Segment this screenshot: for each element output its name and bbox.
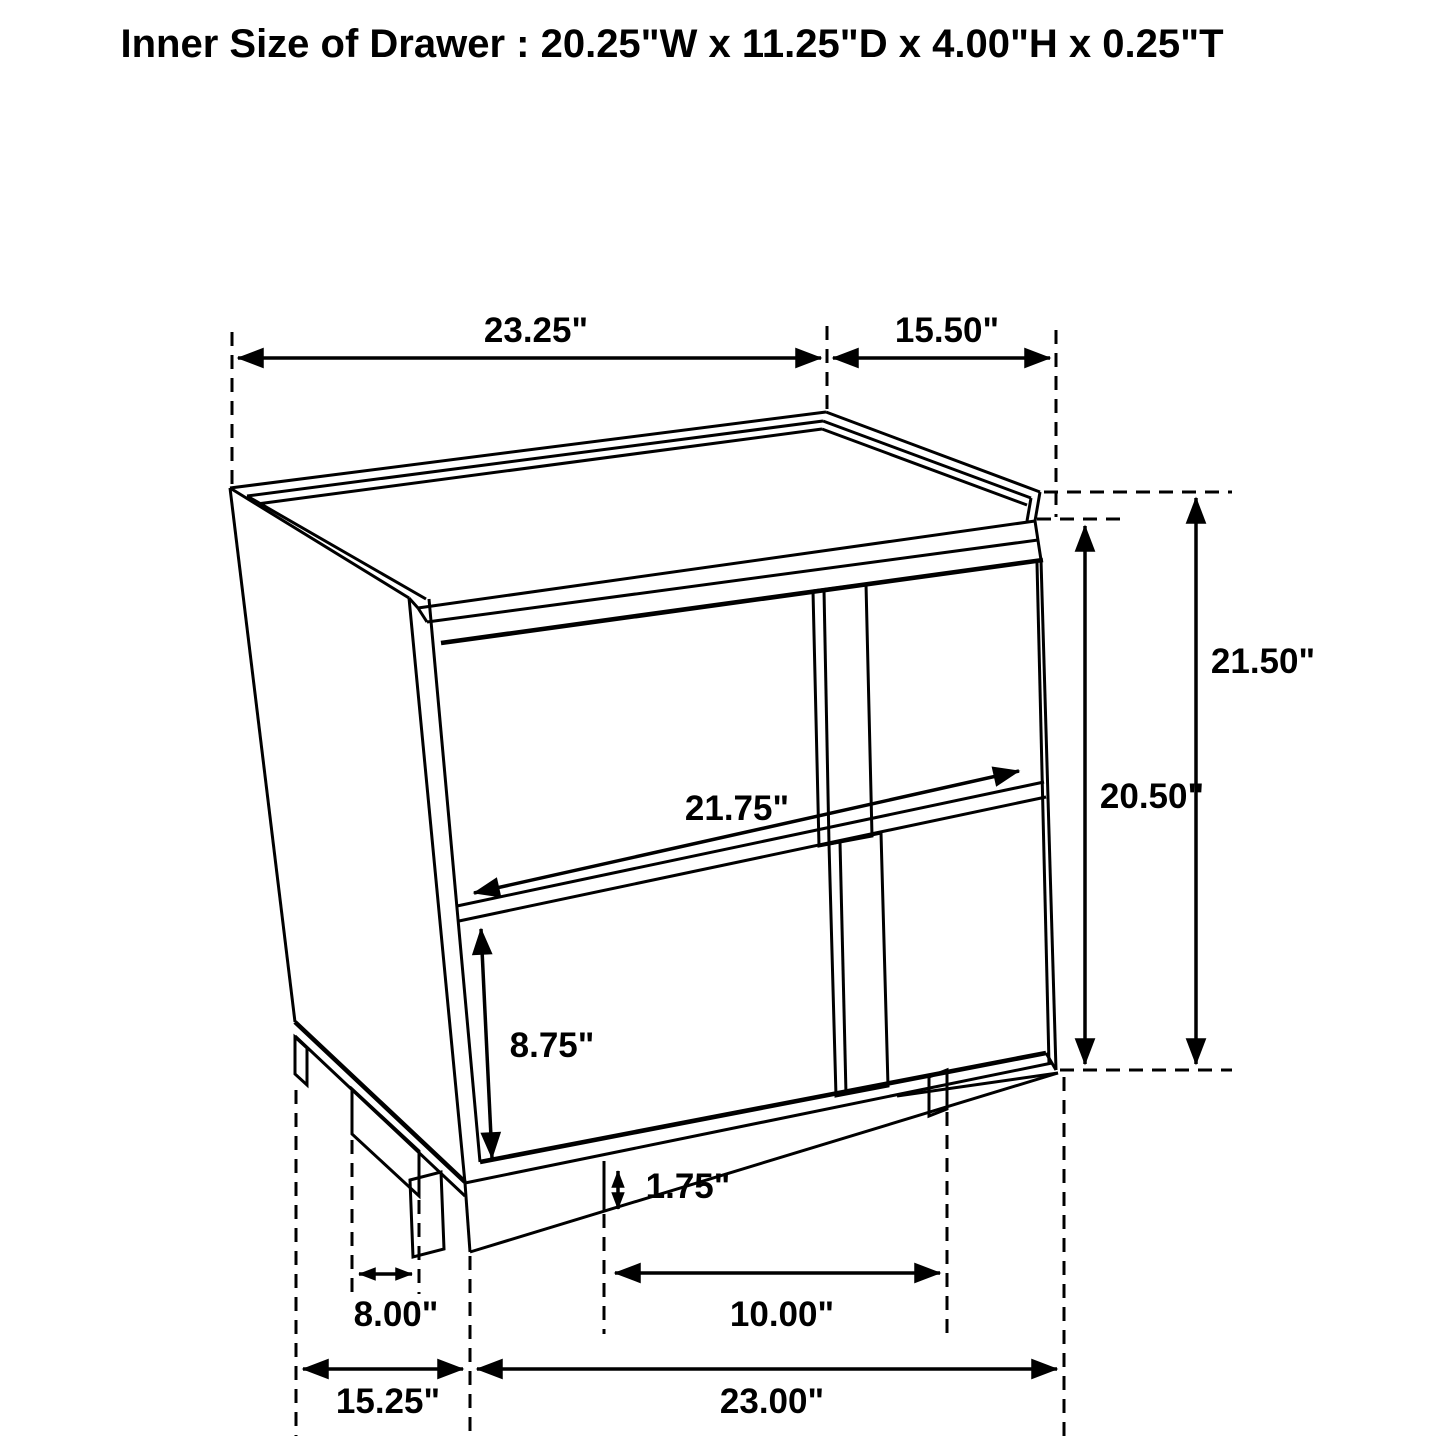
dim-foot-spacing-label: 10.00" xyxy=(729,1295,835,1334)
nightstand-drawing xyxy=(230,412,1058,1257)
dim-top-width-label: 23.25" xyxy=(483,311,589,350)
dimension-labels xyxy=(336,311,1315,1421)
dim-drawer-width-label: 21.75" xyxy=(684,789,790,828)
dim-top-depth-label: 15.50" xyxy=(894,311,1000,350)
page-title: Inner Size of Drawer : 20.25"W x 11.25"D x 4.00"H x 0.25"T xyxy=(120,22,1224,66)
dim-overall-height-label: 21.50" xyxy=(1210,642,1316,681)
lower-drawer-handle xyxy=(829,833,888,1096)
extension-lines xyxy=(232,326,1232,1436)
base-and-feet xyxy=(295,1037,1058,1257)
dim-drawer-height-label: 8.75" xyxy=(509,1026,595,1065)
front-left-foot xyxy=(410,1172,444,1257)
dim-drawer-height-arrow xyxy=(481,929,492,1158)
dim-foot-depth-label: 8.00" xyxy=(353,1295,439,1334)
dim-case-height-label: 20.50" xyxy=(1099,777,1205,816)
dimension-arrows xyxy=(238,358,1196,1369)
cabinet-top xyxy=(230,412,1043,643)
dim-side-depth-label: 15.25" xyxy=(335,1382,441,1421)
dim-base-rail-height-label: 1.75" xyxy=(645,1167,731,1206)
dim-front-width-label: 23.00" xyxy=(719,1382,825,1421)
